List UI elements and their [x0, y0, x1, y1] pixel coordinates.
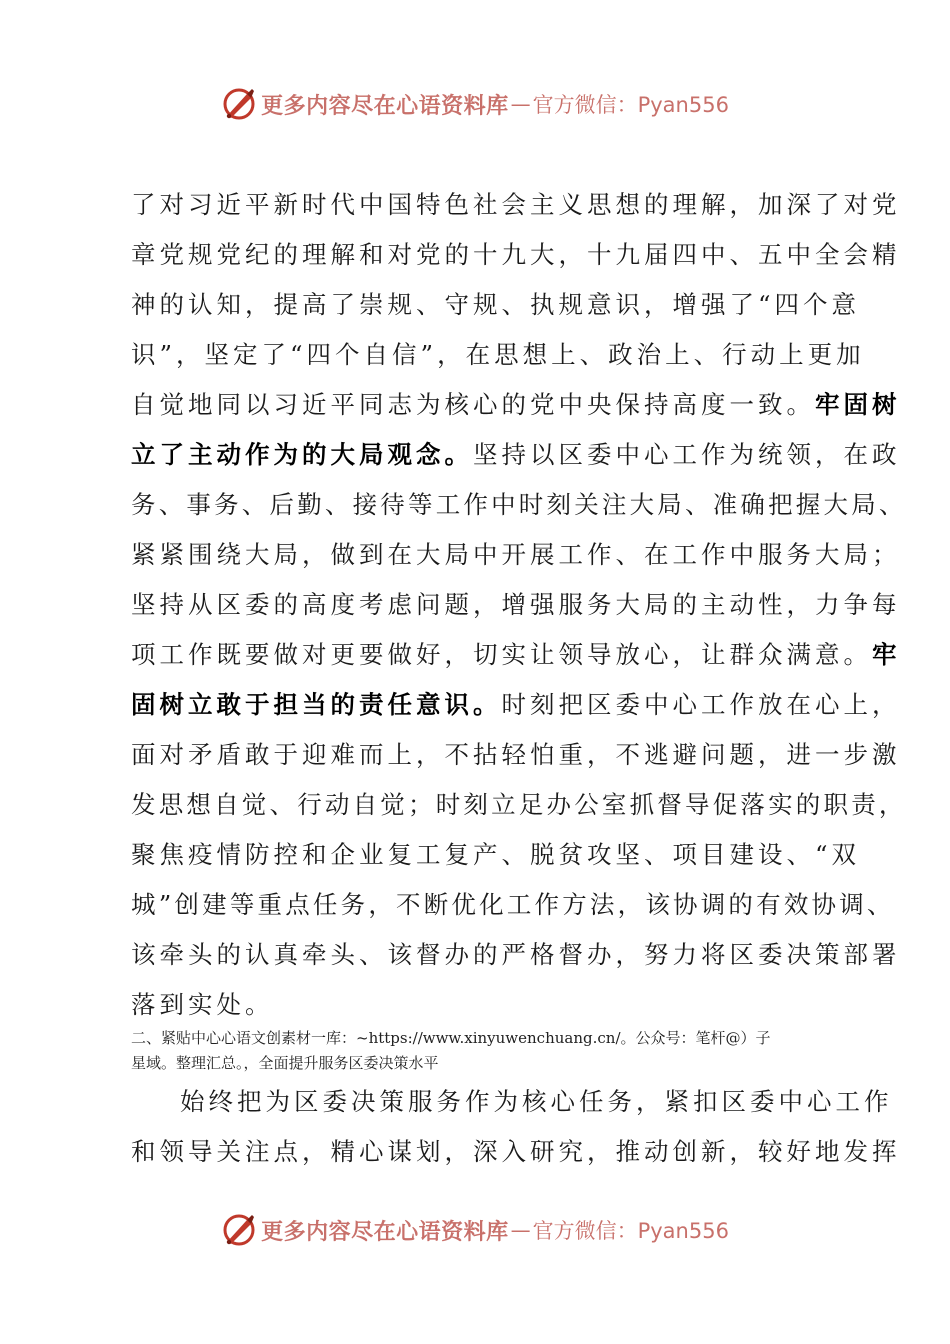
- brush-pen-logo-icon: [221, 1212, 257, 1248]
- body-text-line: [131, 188, 901, 222]
- body-text-line: [131, 938, 901, 972]
- body-text-span: 神的认知，提高了崇规、守规、执规意识，增强了“四个意: [131, 290, 861, 319]
- watermark-separator: —: [510, 1218, 531, 1242]
- brush-pen-logo-icon: [221, 86, 257, 122]
- footer-watermark-banner: [0, 1208, 950, 1252]
- body-text-line: [131, 438, 901, 472]
- body-text-line: [131, 738, 901, 772]
- section-heading-line-1: 二、紧贴中心心语文创素材一库：~https://www.xinyuwenchuang.cn/。公众号：笔杆@）子: [131, 1029, 771, 1047]
- watermark-text: 更多内容尽在心语资料库: [261, 1218, 509, 1245]
- watermark-contact: 官方微信：Pyan556: [532, 93, 729, 117]
- bold-emphasis-text: 立了主动作为的大局观念。: [131, 440, 473, 469]
- body-text-span: 聚焦疫情防控和企业复工复产、脱贫攻坚、项目建设、“双: [131, 840, 861, 869]
- body-text-line: [131, 988, 274, 1022]
- body-text-line: [131, 638, 901, 672]
- closing-paragraph-line-2: 和领导关注点，精心谋划，深入研究，推动创新，较好地发挥: [131, 1137, 901, 1166]
- body-text-span: 章党规党纪的理解和对党的十九大，十九届四中、五中全会精: [131, 240, 901, 269]
- body-text-span: 时刻把区委中心工作放在心上，: [501, 690, 901, 719]
- header-watermark-banner: [0, 82, 950, 126]
- section-heading-line-2: 星域。整理汇总。，全面提升服务区委决策水平: [131, 1054, 439, 1072]
- body-text-line: [131, 588, 901, 622]
- body-text-line: [131, 288, 860, 322]
- bold-emphasis-text: 牢固树: [815, 390, 901, 419]
- body-text-span: 发思想自觉、行动自觉；时刻立足办公室抓督导促落实的职责，: [131, 790, 907, 819]
- body-text-span: 城”创建等重点任务，不断优化工作方法，该协调的有效协调、: [131, 890, 895, 919]
- watermark-text: 更多内容尽在心语资料库: [261, 92, 509, 119]
- body-text-span: 面对矛盾敢于迎难而上，不拈轻怕重，不逃避问题，进一步激: [131, 740, 901, 769]
- body-text-span: 落到实处。: [131, 990, 274, 1019]
- body-text-line: [131, 488, 907, 522]
- body-text-line: [131, 838, 860, 872]
- body-text-span: 了对习近平新时代中国特色社会主义思想的理解，加深了对党: [131, 190, 901, 219]
- body-text-span: 紧紧围绕大局，做到在大局中开展工作、在工作中服务大局；: [131, 540, 901, 569]
- body-text-line: [131, 688, 901, 722]
- watermark-separator: —: [510, 92, 531, 116]
- bold-emphasis-text: 固树立敢于担当的责任意识。: [131, 690, 502, 719]
- watermark-contact: 官方微信：Pyan556: [532, 1219, 729, 1243]
- body-text-line: [131, 788, 907, 822]
- body-text-span: 识”，坚定了“四个自信”，在思想上、政治上、行动上更加: [131, 340, 865, 369]
- body-text-line: [131, 888, 895, 922]
- body-text-span: 务、事务、后勤、接待等工作中时刻关注大局、准确把握大局、: [131, 490, 907, 519]
- closing-paragraph-line-1: 始终把为区委决策服务作为核心任务，紧扣区委中心工作: [180, 1087, 893, 1116]
- body-text-line: [131, 388, 901, 422]
- body-text-line: [131, 538, 901, 572]
- body-text-span: 坚持从区委的高度考虑问题，增强服务大局的主动性，力争每: [131, 590, 901, 619]
- body-text-span: 项工作既要做对更要做好，切实让领导放心，让群众满意。: [131, 640, 872, 669]
- body-text-line: [131, 338, 865, 372]
- body-text-span: 坚持以区委中心工作为统领，在政: [473, 440, 901, 469]
- body-text-line: [131, 238, 901, 272]
- bold-emphasis-text: 牢: [872, 640, 901, 669]
- body-text-span: 自觉地同以习近平同志为核心的党中央保持高度一致。: [131, 390, 815, 419]
- body-text-span: 该牵头的认真牵头、该督办的严格督办，努力将区委决策部署: [131, 940, 901, 969]
